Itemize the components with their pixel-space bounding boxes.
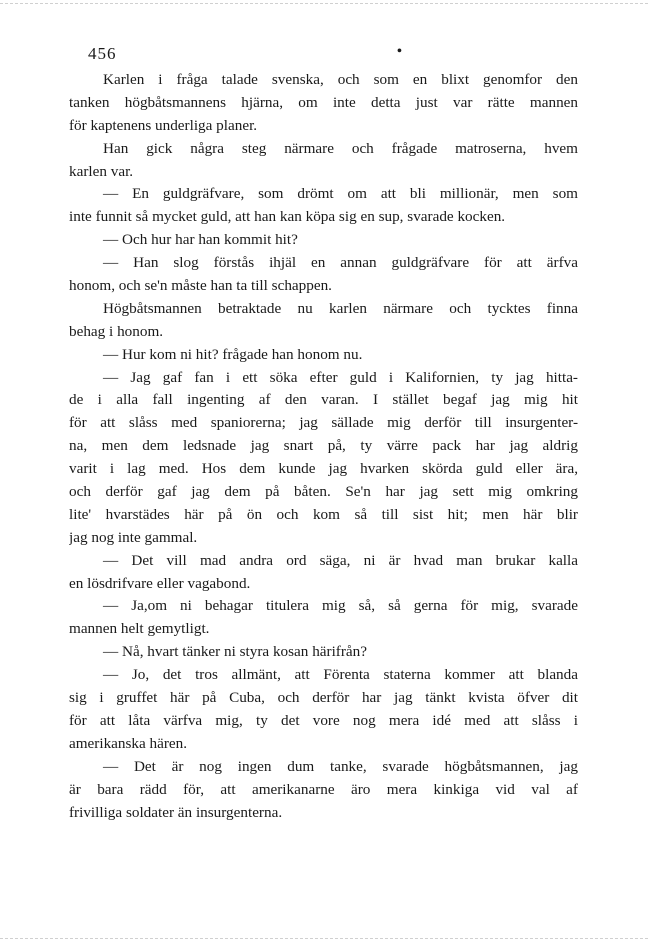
text-line: och derför gaf jag dem på båten. Se'n har jag sett mig omkring (69, 483, 578, 501)
text-line: mannen helt gemytligt. (69, 620, 210, 638)
text-line: honom, och se'n måste han ta till schappen. (69, 277, 332, 295)
body-text (69, 69, 578, 824)
text-line: för att låta värfva mig, ty det vore nog mera idé med att slåss i (69, 711, 578, 729)
text-line: — Ja,om ni behagar titulera mig så, så gerna för mig, svarade (103, 597, 578, 615)
text-line: — Hur kom ni hit? frågade han honom nu. (103, 345, 363, 363)
text-line: Karlen i fråga talade svenska, och som en blixt genomfor den (103, 71, 578, 88)
text-line: — Det vill mad andra ord säga, ni är hvad man brukar kalla (103, 551, 578, 569)
text-line: tanken högbåtsmannens hjärna, om inte detta just var rätte mannen (69, 93, 578, 111)
text-line: karlen var. (69, 162, 134, 180)
text-line: behag i honom. (69, 322, 164, 340)
scan-edge-bottom (0, 938, 648, 939)
text-line: na, men dem ledsnade jag snart på, ty värre pack har jag aldrig (69, 437, 578, 455)
text-line: — Jo, det tros allmänt, att Förenta staterna kommer att blanda (103, 666, 578, 684)
text-line: lite' hvarstädes här på ön och kom så till sist hit; men här blir (69, 505, 578, 523)
text-line: — Han slog förstås ihjäl en annan guldgräfvare för att ärfva (103, 254, 578, 272)
text-line: en lösdrifvare eller vagabond. (69, 574, 251, 592)
text-line: — Jag gaf fan i ett söka efter guld i Kalifornien, ty jag hitta- (103, 368, 578, 386)
text-line: Högbåtsmannen betraktade nu karlen närmare och tycktes finna (103, 299, 578, 317)
scan-edge-top (0, 3, 648, 4)
text-line: inte funnit så mycket guld, att han kan köpa sig en sup, svarade kocken. (69, 208, 506, 226)
text-line: — Nå, hvart tänker ni styra kosan härifrån? (103, 643, 367, 661)
text-line: frivilliga soldater än insurgenterna. (69, 803, 283, 821)
text-line: amerikanska hären. (69, 734, 188, 752)
page-number: 456 (88, 44, 117, 63)
text-line: de i alla fall ingenting af den varan. I stället begaf jag mig hit (69, 391, 578, 409)
text-line: — Och hur har han kommit hit? (103, 231, 298, 249)
text-line: för att slåss med spaniorerna; jag sällade mig derför till insurgenter- (69, 414, 578, 432)
text-line: Han gick några steg närmare och frågade matroserna, hvem (103, 139, 578, 157)
text-line: är bara rädd för, att amerikanarne äro mera kinkiga vid val af (69, 780, 578, 798)
text-line: — Det är nog ingen dum tanke, svarade högbåtsmannen, jag (103, 757, 578, 775)
ink-mark: • (397, 44, 402, 59)
text-line: för kaptenens underliga planer. (69, 116, 258, 134)
text-line: jag nog inte gammal. (69, 528, 198, 546)
text-line: — En guldgräfvare, som drömt om att bli millionär, men som (103, 185, 578, 203)
text-line: varit i lag med. Hos dem kunde jag hvarken skörda guld eller ära, (69, 460, 578, 478)
text-line: sig i gruffet här på Cuba, och derför har jag tänkt kvista öfver dit (69, 689, 578, 707)
